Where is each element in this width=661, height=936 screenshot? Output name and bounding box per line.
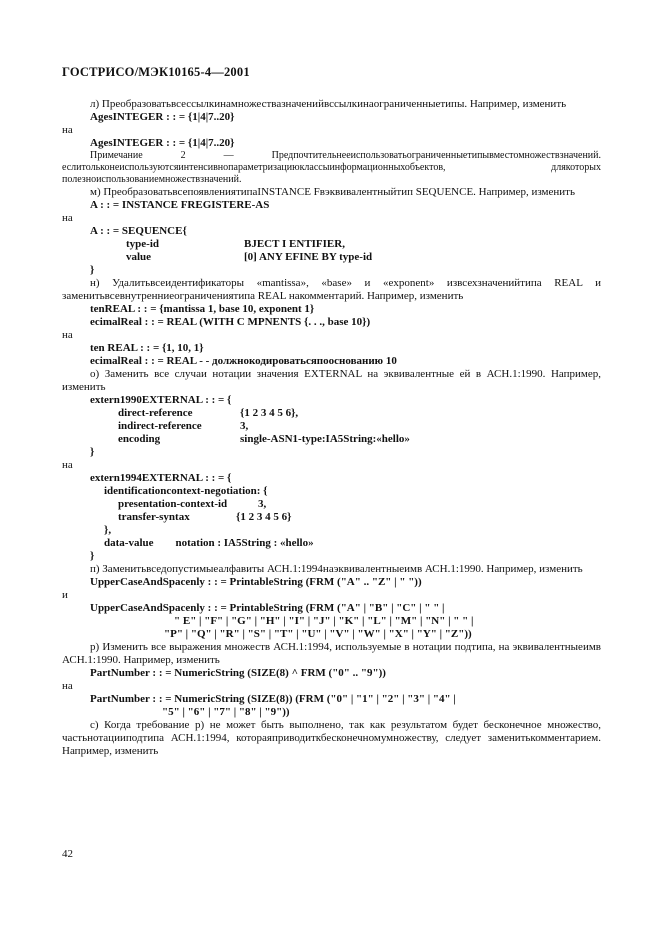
connector-text: на [62, 680, 73, 692]
code-line: extern1990EXTERNAL : : = { [90, 394, 232, 406]
code-line: data-value notation : IA5String : «hello» [104, 537, 314, 549]
connector-text: на [62, 124, 73, 136]
code-row [62, 498, 601, 511]
item-s-paragraph: с) Когда требование р) не может быть выполнено, так как результатом будет бесконечное множество, частьнотацииподтипа АСН.1:1994, котораяприводиткбесконечномумножеству, следует заменитькомментарием. Например, изменить [62, 719, 601, 757]
connector-text: на [62, 459, 73, 471]
item-r-paragraph: р) Изменить все выражения множеств АСН.1:1994, используемые в нотации подтипа, на эквивалентныеимв АСН.1:1990. Например, изменить [62, 641, 601, 666]
code-line: ten REAL : : = {1, 10, 1} [90, 342, 204, 354]
code-line: identificationcontext-negotiation: { [104, 485, 268, 497]
code-key: transfer-syntax [118, 511, 190, 523]
standard-header: ГОСТРИСО/МЭК10165-4—2001 [62, 65, 250, 79]
code-line: } [90, 550, 95, 562]
page-number: 42 [62, 848, 73, 860]
code-key: type-id [126, 238, 159, 250]
item-p-paragraph: п) Заменитьвседопустимыеалфавиты АСН.1:1994наэквивалентныеимв АСН.1:1990. Например, изменить [90, 563, 583, 575]
code-line: A : : = SEQUENCE{ [90, 225, 187, 237]
code-line: UpperCaseAndSpacenly : : = PrintableString (FRM ("A" | "B" | "C" | " " | [90, 602, 445, 614]
code-line: " E" | "F" | "G" | "H" | "I" | "J" | "K" | "L" | "M" | "N" | " " | [174, 615, 474, 627]
code-key: presentation-context-id [118, 498, 228, 510]
code-line: tenREAL : : = {mantissa 1, base 10, exponent 1} [90, 303, 315, 315]
code-value: 3, [240, 420, 249, 432]
item-l-paragraph: л) Преобразоватьвсессылкинамножествазначенийвссылкинаограниченныетипы. Например, изменить [90, 98, 567, 110]
item-n-paragraph: н) Удалитьвсеидентификаторы «mantissa», «base» и «exponent» извсехзначенийтипа REAL и заменитьвсевнутренниеограничениятипа REAL накомментарий. Например, изменить [62, 277, 601, 302]
connector-text: и [62, 589, 68, 601]
code-value: single-ASN1-type:IA5String:«hello» [240, 433, 410, 445]
code-line: extern1994EXTERNAL : : = { [90, 472, 232, 484]
item-m-paragraph: м) ПреобразоватьвсепоявлениятипаINSTANCE Fвэквивалентныйтип SEQUENCE. Например, изменить [90, 186, 575, 198]
code-row [62, 433, 601, 446]
code-row [62, 238, 601, 251]
code-line: ecimalReal : : = REAL (WITH C MPNENTS {. . ., base 10}) [90, 316, 371, 328]
item-o-paragraph: о) Заменить все случаи нотации значения EXTERNAL на эквивалентные ей в АСН.1:1990. Например, изменить [62, 368, 601, 393]
code-key: value [126, 251, 152, 263]
code-row [62, 407, 601, 420]
code-value: {1 2 3 4 5 6}, [240, 407, 299, 419]
code-row [62, 420, 601, 433]
code-row [62, 251, 601, 264]
code-key: encoding [118, 433, 161, 445]
code-line: } [90, 446, 95, 458]
code-key: direct-reference [118, 407, 193, 419]
code-key: indirect-reference [118, 420, 202, 432]
code-line: A : : = INSTANCE FREGISTERE-AS [90, 199, 270, 211]
note-2: Примечание 2 — Предпочтительнееиспользоватьограниченныетипывместомножествзначений. еслитольконеиспользуютсяинтенсивнопараметризациюклассыинформационныхобъектов, длякоторых полезноиспользованиемножествзначений. [62, 150, 601, 185]
code-value: {1 2 3 4 5 6} [236, 511, 292, 523]
code-line: } [90, 264, 95, 276]
code-line: AgesINTEGER : : = {1|4|7..20} [90, 111, 235, 123]
code-value: [0] ANY EFINE BY type-id [244, 251, 373, 263]
code-line: "5" | "6" | "7" | "8" | "9")) [162, 706, 290, 718]
code-line: AgesINTEGER : : = {1|4|7..20} [90, 137, 235, 149]
code-line: UpperCaseAndSpacenly : : = PrintableString (FRM ("A" .. "Z" | " ")) [90, 576, 422, 588]
connector-text: на [62, 329, 73, 341]
connector-text: на [62, 212, 73, 224]
code-line: "P" | "Q" | "R" | "S" | "T" | "U" | "V" | "W" | "X" | "Y" | "Z")) [164, 628, 472, 640]
page-content [62, 98, 601, 758]
code-line: ecimalReal : : = REAL - - должнокодироватьсяпооснованию 10 [90, 355, 397, 367]
code-line: PartNumber : : = NumericString (SIZE(8) ^ FRM ("0" .. "9")) [90, 667, 386, 679]
code-row [62, 511, 601, 524]
code-value: BJECT I ENTIFIER, [244, 238, 345, 250]
code-line: }, [104, 524, 112, 536]
code-line: PartNumber : : = NumericString (SIZE(8)) (FRM ("0" | "1" | "2" | "3" | "4" | [90, 693, 456, 705]
code-value: 3, [258, 498, 267, 510]
